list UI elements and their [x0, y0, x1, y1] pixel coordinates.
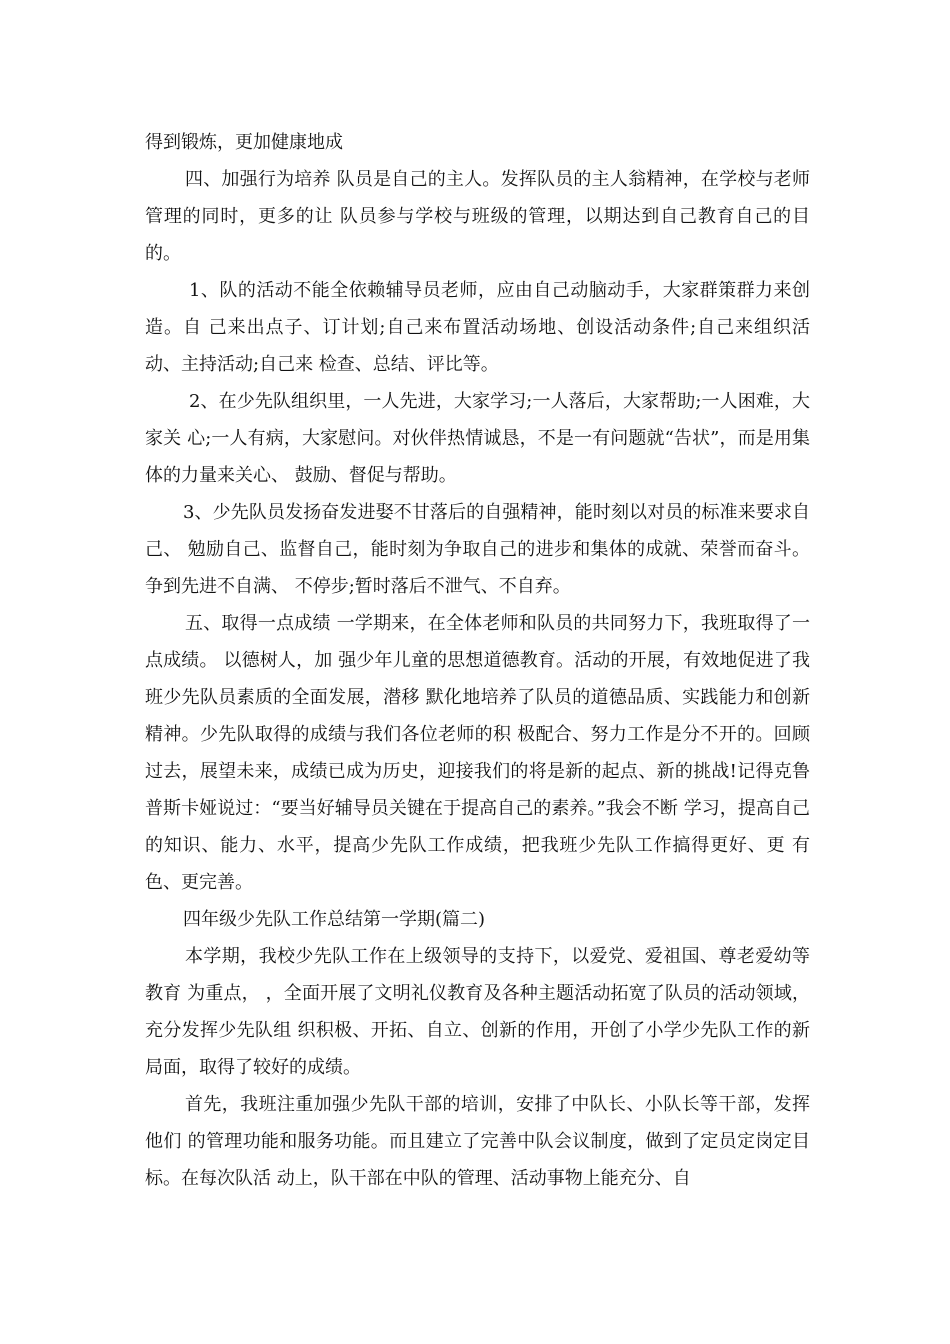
paragraph-item-three: 3、少先队员发扬奋发进娶不甘落后的自强精神，能时刻以对员的标准来要求自己、 勉励自己、监督自己，能时刻为争取自己的进步和集体的成就、荣誉而奋斗。争到先进不自满、 不停步;暂时落后不泄气、不自弃。 [145, 502, 810, 597]
paragraph-continuation: 得到锻炼，更加健康地成 [145, 132, 343, 153]
document-body [145, 124, 810, 1197]
paragraph-first-point: 首先，我班注重加强少先队干部的培训，安排了中队长、小队长等干部，发挥他们 的管理功能和服务功能。而且建立了完善中队会议制度，做到了定员定岗定目标。在每次队活 动上，队干部在中队的管理、活动事物上能充分、自 [145, 1094, 810, 1189]
paragraph-item-one: 1、队的活动不能全依赖辅导员老师，应由自己动脑动手，大家群策群力来创造。自 己来出点子、订计划;自己来布置活动场地、创设活动条件;自己来组织活动、主持活动;自己来 检查、总结、评比等。 [145, 280, 810, 375]
paragraph-semester-intro: 本学期，我校少先队工作在上级领导的支持下，以爱党、爱祖国、尊老爱幼等教育 为重点， ，全面开展了文明礼仪教育及各种主题活动拓宽了队员的活动领域，充分发挥少先队组 织积极、开拓、自立、创新的作用，开创了小学少先队工作的新局面，取得了较好的成绩。 [145, 946, 810, 1078]
section-heading-part-two: 四年级少先队工作总结第一学期(篇二) [183, 909, 486, 930]
paragraph-item-two: 2、在少先队组织里，一人先进，大家学习;一人落后，大家帮助;一人困难，大家关 心;一人有病，大家慰问。对伙伴热情诚恳，不是一有问题就“告状”，而是用集体的力量来关心、 鼓励、督促与帮助。 [145, 391, 810, 486]
paragraph-section-five: 五、取得一点成绩 一学期来，在全体老师和队员的共同努力下，我班取得了一点成绩。 以德树人，加 强少年儿童的思想道德教育。活动的开展，有效地促进了我班少先队员素质的全面发展，潜移 默化地培养了队员的道德品质、实践能力和创新精神。少先队取得的成绩与我们各位老师的积 极配合、努力工作是分不开的。回顾过去，展望未来，成绩已成为历史，迎接我们的将是新的起点、新的挑战!记得克鲁普斯卡娅说过：“要当好辅导员关键在于提高自己的素养。”我会不断 学习，提高自己的知识、能力、水平，提高少先队工作成绩，把我班少先队工作搞得更好、更 有色、更完善。 [145, 613, 810, 893]
paragraph-section-four: 四、加强行为培养 队员是自己的主人。发挥队员的主人翁精神，在学校与老师管理的同时，更多的让 队员参与学校与班级的管理，以期达到自己教育自己的目的。 [145, 169, 810, 264]
